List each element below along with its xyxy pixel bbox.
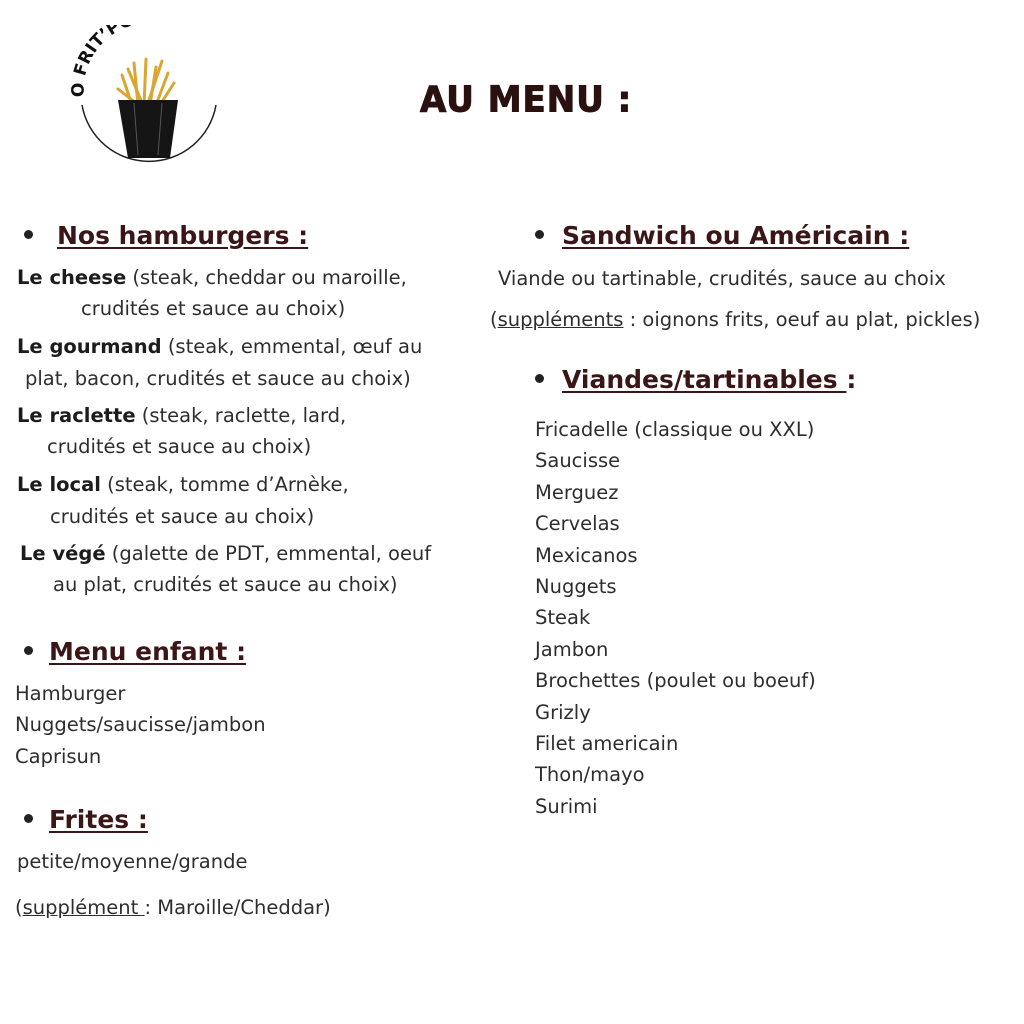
list-item: Merguez [535, 480, 619, 504]
bullet-icon [24, 814, 33, 823]
fries-icon [70, 25, 230, 175]
list-item: Jambon [535, 637, 609, 661]
svg-text:Ô FRIT’POTES: Ô FRIT’P [70, 25, 124, 98]
fries-supplement: (supplément : Maroille/Cheddar) [15, 896, 331, 919]
list-item: Steak [535, 606, 591, 630]
list-item: Hamburger [15, 682, 126, 705]
list-item: Caprisun [15, 744, 102, 768]
kids-list [15, 678, 266, 772]
sandwich-supplement: (suppléments : oignons frits, oeuf au plat, pickles) [490, 308, 981, 331]
list-item: Surimi [535, 794, 598, 818]
burger-gourmand: Le gourmand (steak, emmental, œuf au [17, 335, 423, 358]
burger-local-desc: crudités et sauce au choix) [50, 505, 315, 528]
page-title: AU MENU : [420, 79, 633, 121]
bullet-icon [24, 646, 33, 655]
section-heading-hamburgers: Nos hamburgers : [24, 221, 308, 250]
burger-vege-desc: au plat, crudités et sauce au choix) [53, 573, 398, 596]
burger-local: Le local (steak, tomme d’Arnèke, [17, 473, 349, 496]
burger-cheese: Le cheese (steak, cheddar ou maroille, [17, 266, 407, 289]
burger-raclette: Le raclette (steak, raclette, lard, [17, 404, 347, 427]
bullet-icon [24, 230, 33, 239]
sandwich-desc: Viande ou tartinable, crudités, sauce au choix [498, 267, 946, 290]
list-item: Nuggets/saucisse/jambon [15, 713, 266, 737]
burger-raclette-desc: crudités et sauce au choix) [47, 435, 312, 458]
brand-logo [70, 25, 230, 175]
burger-cheese-desc: crudités et sauce au choix) [81, 297, 346, 320]
burger-vege: Le végé (galette de PDT, emmental, oeuf [20, 542, 432, 565]
section-heading-sandwich: Sandwich ou Américain : [535, 221, 909, 250]
list-item: Saucisse [535, 449, 621, 473]
list-item: Thon/mayo [535, 763, 645, 787]
list-item: Filet americain [535, 731, 679, 755]
list-item: Brochettes (poulet ou boeuf) [535, 669, 816, 693]
bullet-icon [535, 374, 544, 383]
section-heading-kids: Menu enfant : [24, 637, 246, 666]
fries-sizes: petite/moyenne/grande [17, 850, 248, 873]
list-item: Mexicanos [535, 543, 638, 567]
section-heading-meats: Viandes/tartinables : [535, 365, 856, 394]
meats-list [535, 414, 816, 822]
bullet-icon [535, 230, 544, 239]
list-item: Grizly [535, 700, 591, 724]
burger-gourmand-desc: plat, bacon, crudités et sauce au choix) [25, 367, 411, 390]
section-heading-fries: Frites : [24, 805, 148, 834]
list-item: Nuggets [535, 574, 617, 598]
list-item: Cervelas [535, 512, 620, 536]
list-item: Fricadelle (classique ou XXL) [535, 418, 815, 441]
